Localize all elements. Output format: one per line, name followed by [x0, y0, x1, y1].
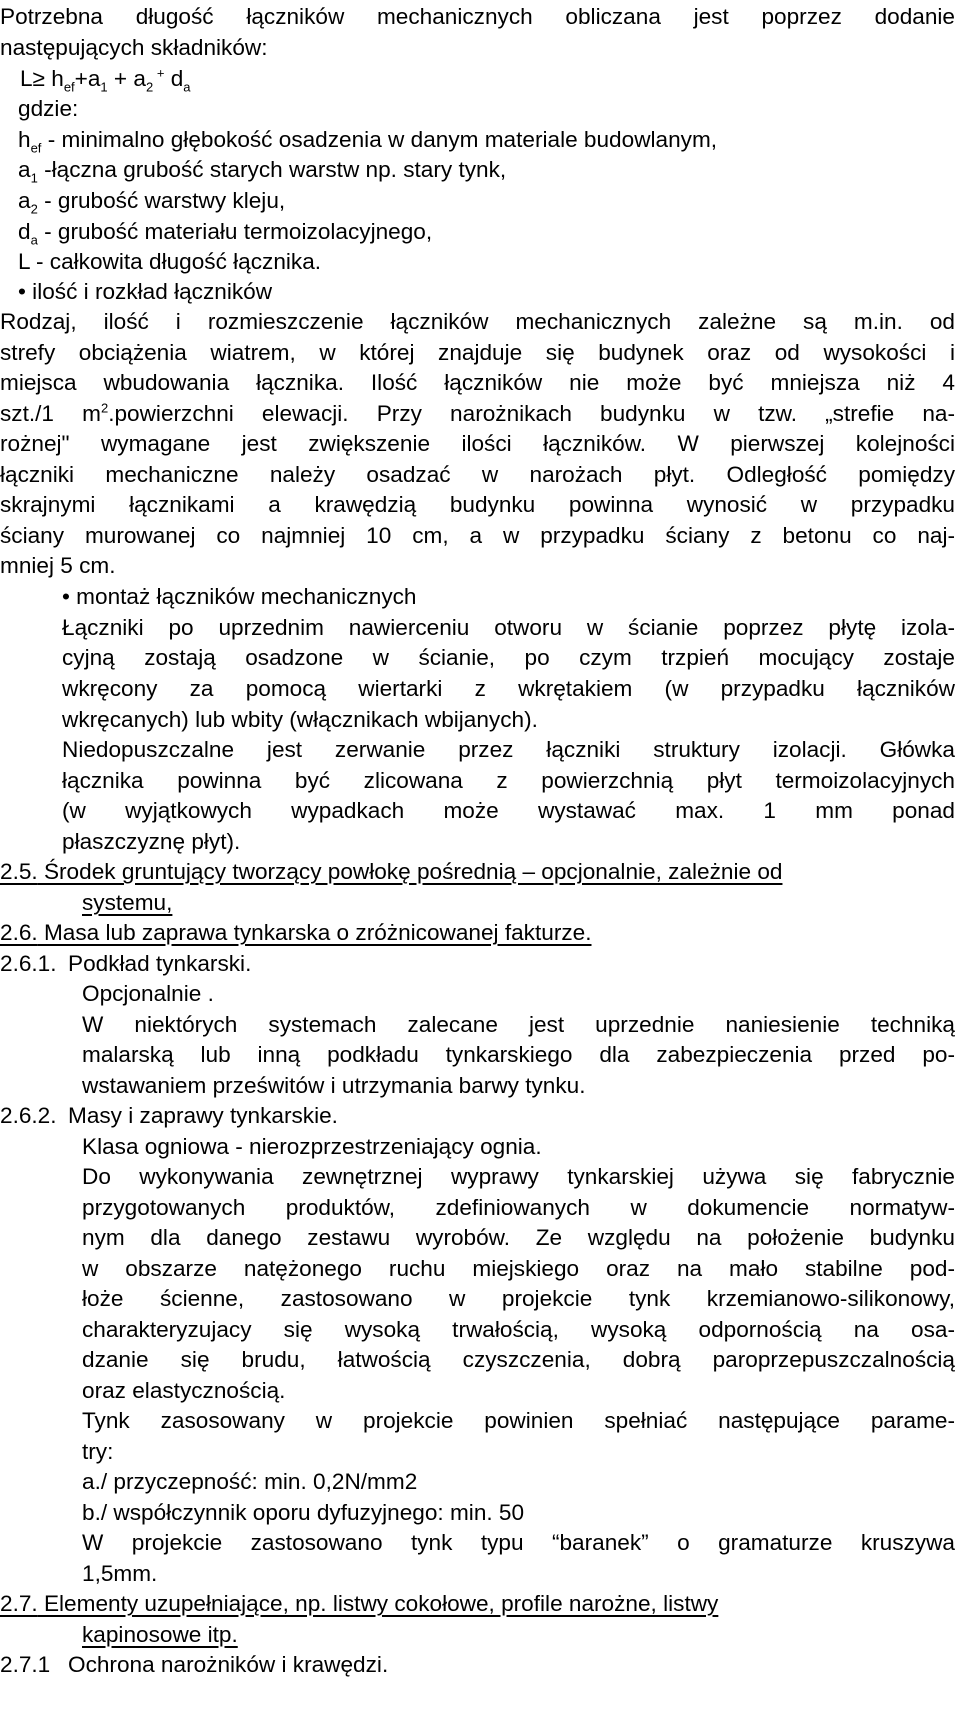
paragraph-line: mniej 5 cm.	[0, 553, 116, 578]
section-heading-cont: kapinosowe itp.	[82, 1622, 238, 1647]
paragraph-line: przygotowanych produktów, zdefiniowanych w dokumencie normatyw-	[82, 1195, 955, 1220]
bullet-heading: • ilość i rozkład łączników	[18, 279, 273, 304]
formula-part: + a	[107, 66, 146, 91]
formula-sub: 1	[100, 79, 108, 95]
paragraph-line: Rodzaj, ilość i rozmieszczenie łączników mechanicznych zależne są m.in. od	[0, 309, 955, 334]
paragraph-line: malarską lub inną podkładu tynkarskiego dla zabezpieczenia przed po-	[82, 1042, 955, 1067]
section-title: Elementy uzupełniające, np. listwy cokołowe, profile narożne, listwy	[37, 1591, 719, 1616]
section-title: Podkład tynkarski.	[68, 951, 252, 976]
bullet-heading: • montaż łączników mechanicznych	[62, 584, 417, 609]
def-text: -łączna grubość starych warstw np. stary tynk,	[37, 157, 507, 182]
superscript: 2	[100, 400, 109, 416]
section-heading-cont: systemu,	[82, 890, 173, 915]
definition-hef	[18, 125, 717, 155]
section-number: 2.6.2.	[0, 1103, 57, 1128]
def-symbol: d	[18, 219, 31, 244]
section-number: 2.5.	[0, 859, 38, 884]
definition-a1	[18, 155, 506, 185]
text-part: .powierzchni elewacji. Przy narożnikach budynku w tzw. „strefie na-	[108, 401, 955, 426]
paragraph-line: w obszarze natężonego ruchu miejskiego oraz na mało stabilne pod-	[82, 1256, 955, 1281]
paragraph-line: wkręcony za pomocą wiertarki z wkrętakiem (w przypadku łączników	[62, 676, 955, 701]
def-sub: a	[30, 232, 38, 248]
paragraph-line: oraz elastycznością.	[82, 1378, 286, 1403]
paragraph-line: rożnej" wymagane jest zwiększenie ilości łączników. W pierwszej kolejności	[0, 431, 955, 456]
formula-sub: 2	[145, 79, 154, 95]
paragraph-line: łoże ścienne, zastosowano w projekcie tynk krzemianowo-silikonowy,	[82, 1286, 955, 1311]
formula-sup: +	[153, 65, 165, 81]
paragraph-line: Niedopuszczalne jest zerwanie przez łączniki struktury izolacji. Główka	[62, 737, 955, 762]
formula-part: d	[164, 66, 184, 91]
paragraph-line: nym dla danego zestawu wyrobów. Ze względu na położenie budynku	[82, 1225, 955, 1250]
def-symbol: a	[18, 188, 31, 213]
section-title: Masy i zaprawy tynkarskie.	[68, 1103, 338, 1128]
paragraph-line: Klasa ogniowa - nierozprzestrzeniający ognia.	[82, 1134, 542, 1159]
def-sub: ef	[30, 140, 42, 156]
section-title: Środek gruntujący tworzący powłokę pośrednią – opcjonalnie, zależnie od	[37, 859, 783, 884]
def-sub: 1	[30, 170, 38, 186]
def-sub: 2	[30, 201, 38, 217]
section-heading-2-6	[0, 918, 592, 948]
def-text: - grubość warstwy kleju,	[37, 188, 286, 213]
paragraph-line: łączniki mechaniczne należy osadzać w narożach płyt. Odległość pomiędzy	[0, 462, 955, 487]
section-number: 2.7.1	[0, 1652, 51, 1677]
paragraph-line: W projekcie zastosowano tynk typu “baranek” o gramaturze kruszywa	[82, 1530, 955, 1555]
paragraph-line: a./ przyczepność: min. 0,2N/mm2	[82, 1469, 418, 1494]
definition-a2	[18, 186, 285, 216]
paragraph-line: płaszczyznę płyt).	[62, 829, 241, 854]
intro-line: następujących składników:	[0, 35, 268, 60]
subsection-2-7-1	[0, 1650, 388, 1680]
def-symbol: h	[18, 127, 31, 152]
subsection-2-6-2	[0, 1101, 338, 1131]
subsection-2-6-1	[0, 949, 251, 979]
definition-L: L - całkowita długość łącznika.	[18, 249, 322, 274]
definition-da	[18, 217, 432, 247]
def-symbol: a	[18, 157, 31, 182]
paragraph-line: wkręcanych) lub wbity (włącznikach wbijanych).	[62, 707, 538, 732]
section-number: 2.7.	[0, 1591, 38, 1616]
paragraph-line: W niektórych systemach zalecane jest uprzednie naniesienie techniką	[82, 1012, 955, 1037]
paragraph-line: miejsca wbudowania łącznika. Ilość łączników nie może być mniejsza niż 4	[0, 370, 955, 395]
section-title: Masa lub zaprawa tynkarska o zróżnicowanej fakturze.	[37, 920, 592, 945]
paragraph-line: Do wykonywania zewnętrznej wyprawy tynkarskiej używa się fabrycznie	[82, 1164, 955, 1189]
intro-line: Potrzebna długość łączników mechanicznych obliczana jest poprzez dodanie	[0, 4, 955, 29]
section-heading-2-5	[0, 857, 782, 887]
paragraph-line: (w wyjątkowych wypadkach może wystawać max. 1 mm ponad	[62, 798, 955, 823]
section-title: Ochrona narożników i krawędzi.	[68, 1652, 389, 1677]
def-text: - grubość materiału termoizolacyjnego,	[37, 219, 433, 244]
text-part: szt./1 m	[0, 401, 101, 426]
paragraph-line: Tynk zasosowany w projekcie powinien spełniać następujące parame-	[82, 1408, 955, 1433]
formula-part: +a	[74, 66, 101, 91]
paragraph-line: dzanie się brudu, łatwością czyszczenia, dobrą paroprzepuszczalnością	[82, 1347, 955, 1372]
paragraph-line: try:	[82, 1439, 114, 1464]
paragraph-line: Łączniki po uprzednim nawierceniu otworu w ścianie poprzez płytę izola-	[62, 615, 955, 640]
paragraph-line: ściany murowanej co najmniej 10 cm, a w przypadku ściany z betonu co naj-	[0, 523, 955, 548]
where-label: gdzie:	[18, 96, 79, 121]
paragraph-line: skrajnymi łącznikami a krawędzią budynku powinna wynosić w przypadku	[0, 492, 955, 517]
formula-part: L≥ h	[20, 66, 64, 91]
formula-sub: a	[183, 79, 191, 95]
paragraph-line: Opcjonalnie .	[82, 981, 214, 1006]
paragraph-line: charakteryzujacy się wysoką trwałością, wysoką odpornością na osa-	[82, 1317, 955, 1342]
paragraph-line: wstawaniem prześwitów i utrzymania barwy tynku.	[82, 1073, 586, 1098]
paragraph-line: strefy obciążenia wiatrem, w której znajduje się budynek oraz od wysokości i	[0, 340, 955, 365]
formula-sub: ef	[63, 79, 75, 95]
section-heading-2-7	[0, 1589, 718, 1619]
paragraph-line: cyjną zostają osadzone w ścianie, po czym trzpień mocujący zostaje	[62, 645, 955, 670]
paragraph-line: 1,5mm.	[82, 1561, 158, 1586]
paragraph-line: łącznika powinna być zlicowana z powierzchnią płyt termoizolacyjnych	[62, 768, 955, 793]
section-number: 2.6.	[0, 920, 38, 945]
formula	[20, 64, 191, 94]
section-number: 2.6.1.	[0, 951, 57, 976]
paragraph-line	[0, 399, 955, 429]
def-text: - minimalno głębokość osadzenia w danym materiale budowlanym,	[41, 127, 718, 152]
paragraph-line: b./ współczynnik oporu dyfuzyjnego: min. 50	[82, 1500, 525, 1525]
